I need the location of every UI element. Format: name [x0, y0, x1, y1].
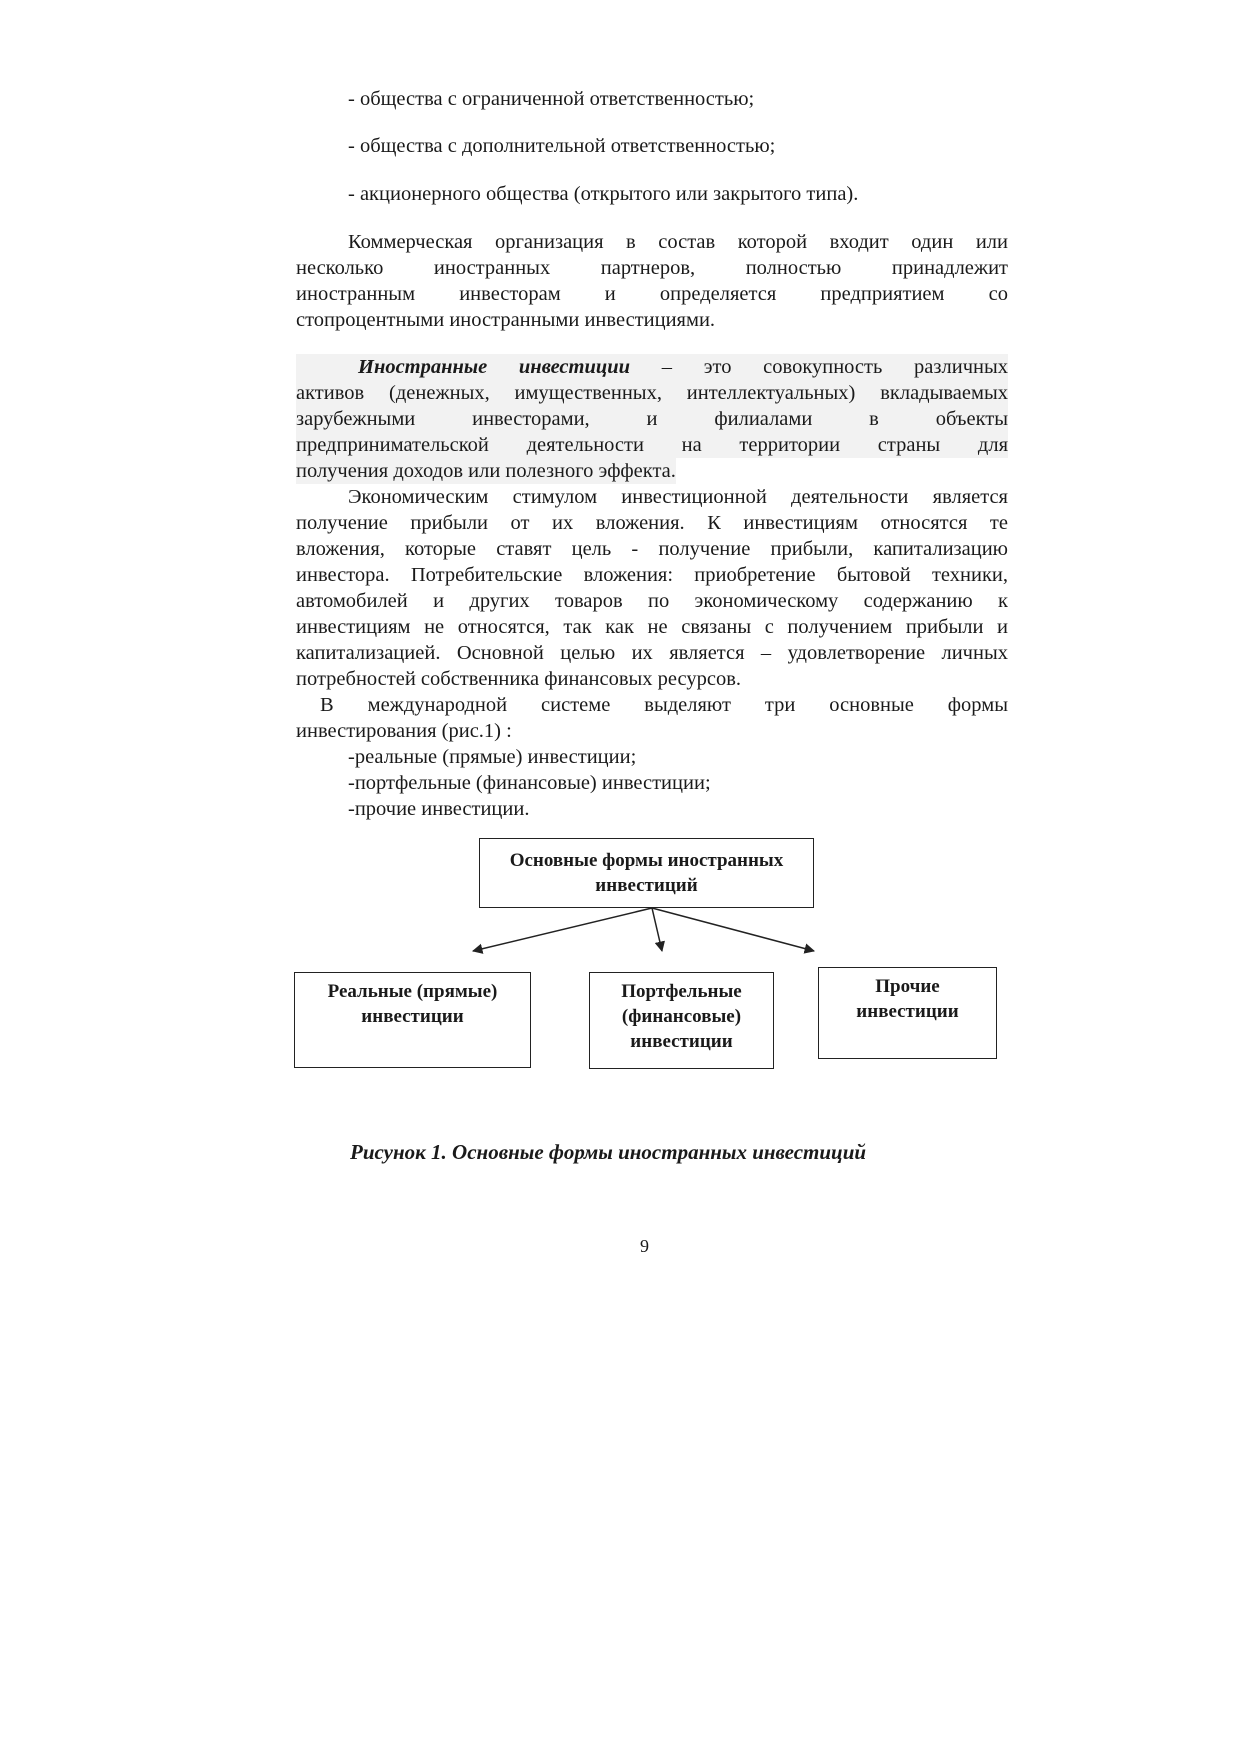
- paragraph-line: зарубежными инвесторами, и филиалами в объекты: [296, 408, 1008, 430]
- list-item: -прочие инвестиции.: [348, 798, 530, 820]
- paragraph-line: несколько иностранных партнеров, полностью принадлежит: [296, 257, 1008, 279]
- list-item: - общества с дополнительной ответственностью;: [348, 135, 776, 157]
- diagram-other-box: Прочие инвестиции: [818, 967, 997, 1059]
- paragraph-commercial: [296, 229, 1008, 333]
- paragraph-line: предпринимательской деятельности на территории страны для: [296, 434, 1008, 456]
- paragraph-line: капитализацией. Основной целью их является – удовлетворение личных: [296, 642, 1008, 664]
- paragraph-line: получения доходов или полезного эффекта.: [296, 460, 676, 482]
- list-item: -портфельные (финансовые) инвестиции;: [348, 772, 711, 794]
- definition-term: Иностранные инвестиции: [358, 356, 631, 378]
- arrow-to-portfolio: [652, 908, 662, 951]
- paragraph-line: Иностранные инвестиции – это совокупность различных: [296, 354, 1008, 380]
- diagram-real-box: Реальные (прямые) инвестиции: [294, 972, 531, 1068]
- paragraph-line: автомобилей и других товаров по экономическому содержанию к: [296, 590, 1008, 612]
- paragraph-line: инвестициям не относятся, так как не связаны с получением прибыли и: [296, 616, 1008, 638]
- investment-forms-list: [296, 744, 1008, 822]
- arrow-to-other: [652, 908, 814, 951]
- paragraph-line: Коммерческая организация в состав которой входит один или: [348, 231, 1008, 253]
- paragraph-definition: [296, 354, 1008, 484]
- legal-forms-list: [296, 86, 1008, 112]
- page-number: 9: [640, 1236, 649, 1256]
- paragraph-line: иностранным инвесторам и определяется предприятием со: [296, 283, 1008, 305]
- paragraph-line: потребностей собственника финансовых ресурсов.: [296, 668, 742, 690]
- paragraph-line: инвестирования (рис.1) :: [296, 720, 512, 742]
- paragraph-line: активов (денежных, имущественных, интеллектуальных) вкладываемых: [296, 382, 1008, 404]
- paragraph-line: инвестора. Потребительские вложения: приобретение бытовой техники,: [296, 564, 1008, 586]
- paragraph-line: В международной системе выделяют три основные формы: [320, 694, 1008, 716]
- list-item: - общества с ограниченной ответственностью;: [348, 88, 755, 110]
- arrow-to-real: [473, 908, 652, 951]
- list-item: -реальные (прямые) инвестиции;: [348, 746, 637, 768]
- diagram-portfolio-box: Портфельные (финансовые) инвестиции: [589, 972, 774, 1069]
- paragraph-line: Экономическим стимулом инвестиционной деятельности является: [348, 486, 1008, 508]
- paragraph-line: вложения, которые ставят цель - получение прибыли, капитализацию: [296, 538, 1008, 560]
- figure-caption: Рисунок 1. Основные формы иностранных инвестиций: [350, 1140, 867, 1164]
- paragraph-line: стопроцентными иностранными инвестициями.: [296, 309, 716, 331]
- list-item: - акционерного общества (открытого или закрытого типа).: [348, 183, 859, 205]
- paragraph-international: [296, 692, 1008, 744]
- paragraph-line: получение прибыли от их вложения. К инвестициям относятся те: [296, 512, 1008, 534]
- diagram-root-box: Основные формы иностранных инвестиций: [479, 838, 814, 908]
- paragraph-economic: [296, 484, 1008, 692]
